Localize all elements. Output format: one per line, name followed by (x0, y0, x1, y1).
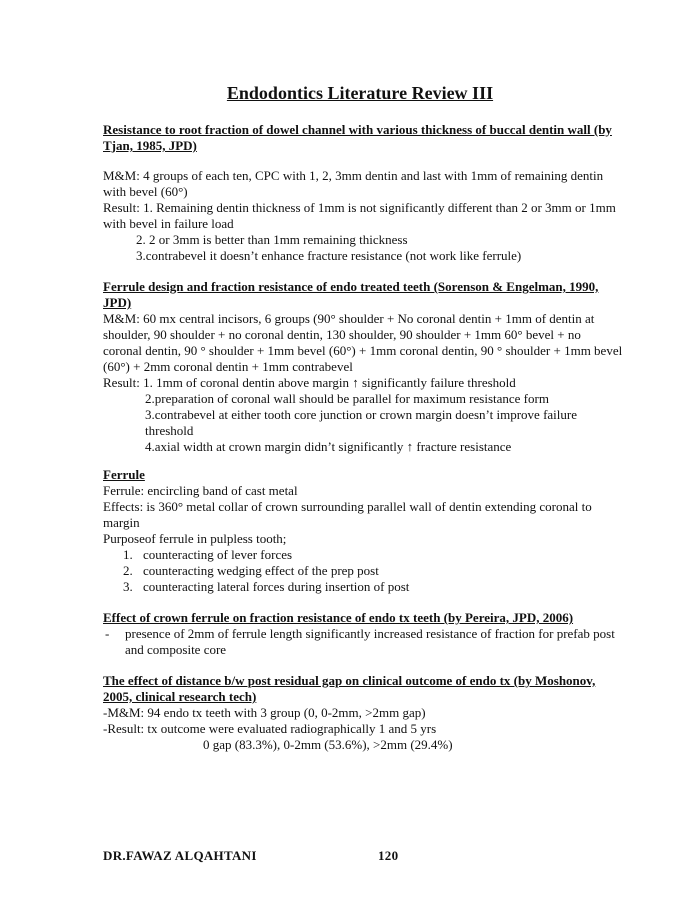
result-text: -Result: tx outcome were evaluated radiographically 1 and 5 yrs (103, 721, 437, 736)
section-heading: Ferrule design and fraction resistance of endo treated teeth (Sorenson & Engelman, 1990, JPD) (103, 279, 599, 310)
list-item: 1. counteracting of lever forces (123, 547, 293, 562)
bullet-item: - presence of 2mm of ferrule length significantly increased resistance of fraction for prefab post and composite core (105, 626, 615, 657)
result-item: 3.contrabevel at either tooth core junction or crown margin doesn’t improve failure threshold (145, 407, 577, 438)
methods-text: -M&M: 94 endo tx teeth with 3 group (0, 0-2mm, >2mm gap) (103, 705, 426, 720)
purpose-list (103, 547, 623, 595)
result-item: 4.axial width at crown margin didn’t significantly ↑ fracture resistance (145, 439, 512, 454)
effects-text: Effects: is 360° metal collar of crown surrounding parallel wall of dentin extending coronal to margin (103, 499, 592, 530)
result-item: 2. 2 or 3mm is better than 1mm remaining thickness (136, 232, 408, 247)
list-item: 3. counteracting lateral forces during insertion of post (123, 579, 410, 594)
result-item: 2.preparation of coronal wall should be parallel for maximum resistance form (145, 391, 549, 406)
section-ferrule (103, 467, 623, 595)
section-tjan (103, 122, 623, 264)
page-number: 120 (378, 848, 399, 863)
purpose-text: Purposeof ferrule in pulpless tooth; (103, 531, 287, 546)
result-values: 0 gap (83.3%), 0-2mm (53.6%), >2mm (29.4%) (203, 737, 453, 752)
page-title: Endodontics Literature Review III (226, 83, 494, 103)
result-text: Result: 1. Remaining dentin thickness of 1mm is not significantly different than 2 or 3mm or 1mm with bevel in failure load (103, 200, 616, 231)
methods-text: M&M: 60 mx central incisors, 6 groups (90° shoulder + No coronal dentin + 1mm of dentin at shoulder, 90 shoulder + no coronal dentin, 130 shoulder, 90 shoulder + 1mm 60° bevel + no coronal dentin, 90 ° shoulder + 1mm bevel (60°) + 1mm coronal dentin, 90 ° shoulder + 1mm bevel (60°) + 2mm coronal dentin + 1mm contrabevel (103, 311, 623, 374)
list-item: 2. counteracting wedging effect of the prep post (123, 563, 379, 578)
section-pereira (103, 610, 623, 658)
section-heading: The effect of distance b/w post residual gap on clinical outcome of endo tx (by Moshonov, 2005, clinical research tech) (103, 673, 596, 704)
footer-author: DR.FAWAZ ALQAHTANI (103, 848, 257, 863)
section-sorenson (103, 279, 623, 455)
result-text: Result: 1. 1mm of coronal dentin above margin ↑ significantly failure threshold (103, 375, 516, 390)
section-heading: Resistance to root fraction of dowel channel with various thickness of buccal dentin wall (by Tjan, 1985, JPD) (103, 122, 612, 153)
methods-text: M&M: 4 groups of each ten, CPC with 1, 2, 3mm dentin and last with 1mm of remaining dentin with bevel (60°) (103, 168, 604, 199)
section-heading: Effect of crown ferrule on fraction resistance of endo tx teeth (by Pereira, JPD, 2006) (103, 610, 574, 625)
result-item: 3.contrabevel it doesn’t enhance fracture resistance (not work like ferrule) (136, 248, 522, 263)
definition-text: Ferrule: encircling band of cast metal (103, 483, 298, 498)
section-heading: Ferrule (103, 467, 145, 482)
section-moshonov (103, 673, 623, 753)
